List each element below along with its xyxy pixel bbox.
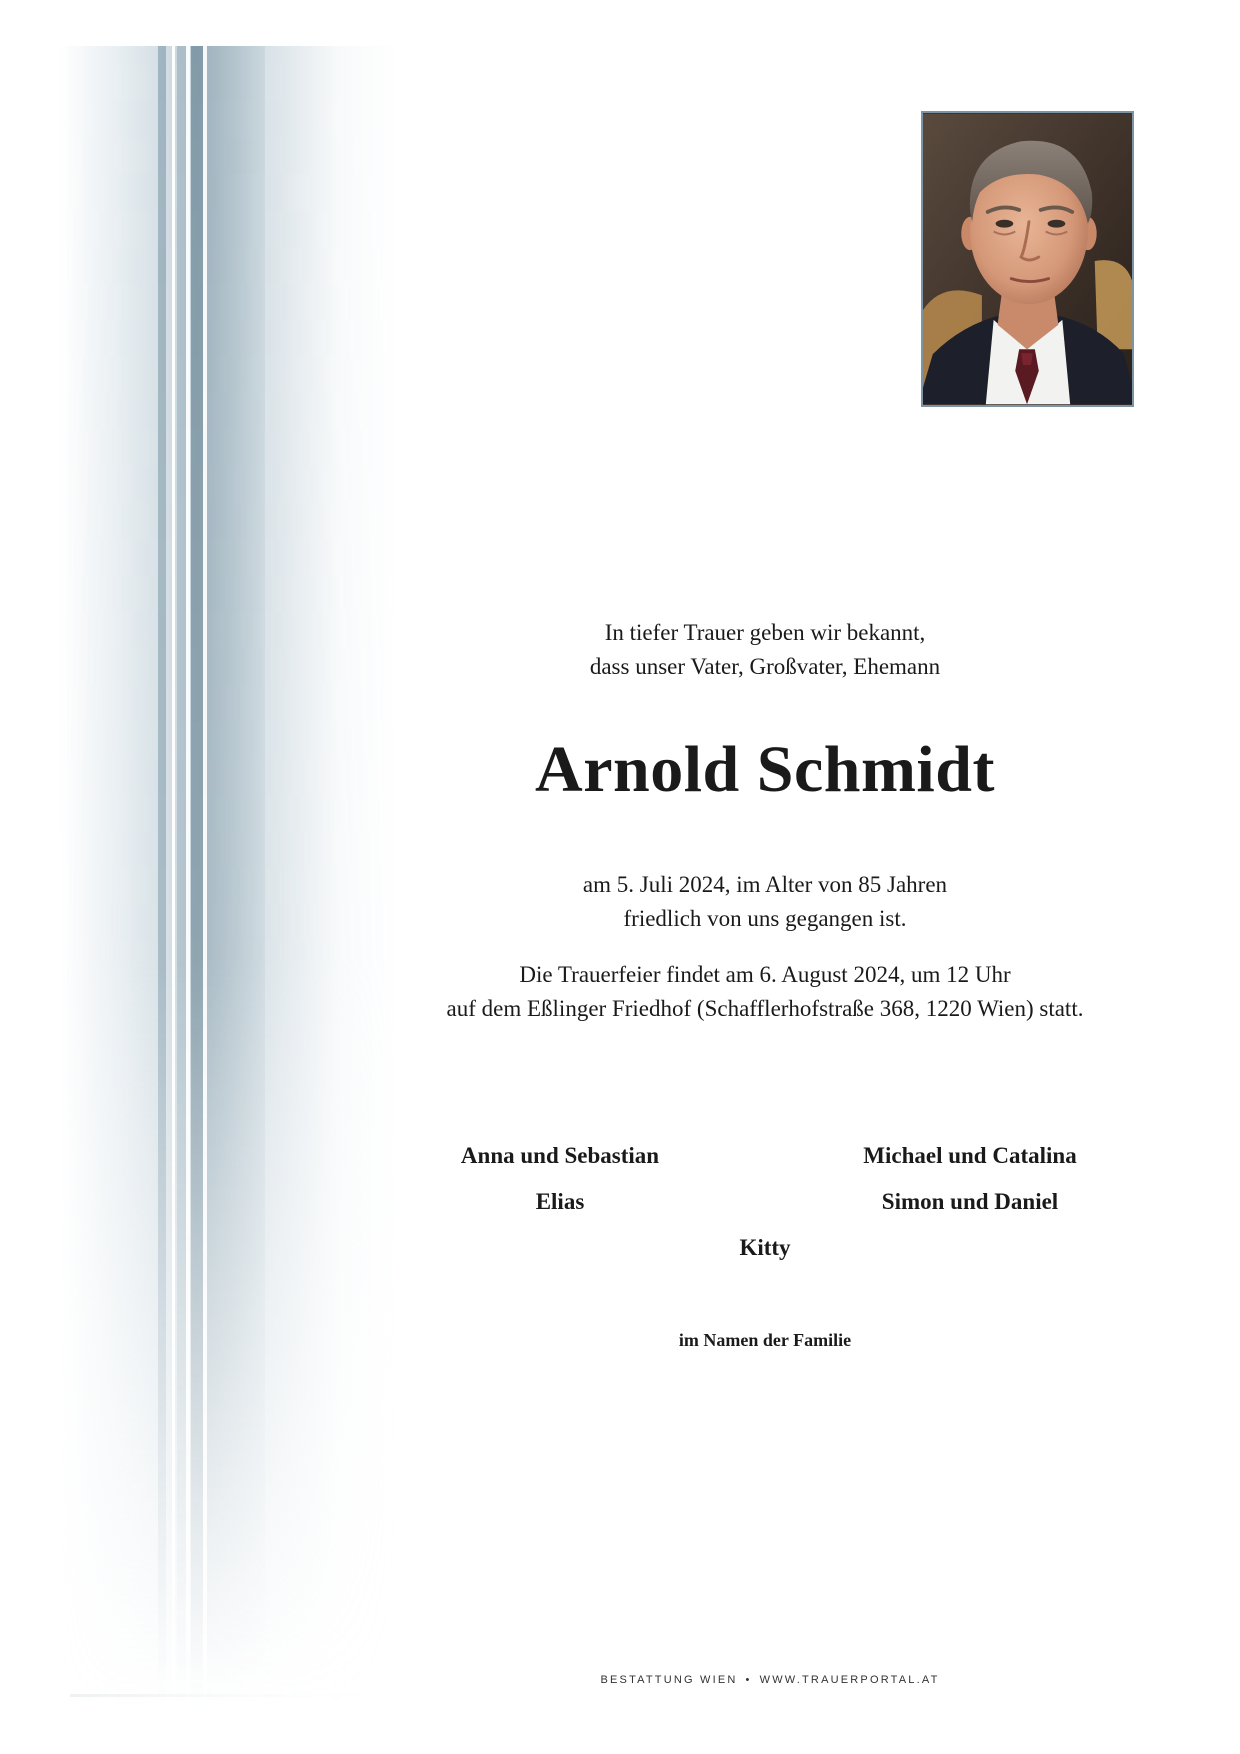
band-stripe [191,46,203,1706]
mourner-name: Michael und Catalina [863,1143,1077,1168]
band-stripe [158,46,166,1706]
footer-website: WWW.TRAUERPORTAL.AT [759,1674,940,1686]
death-line: friedlich von uns gegangen ist. [623,906,907,931]
portrait-illustration [923,113,1132,405]
band-stripe [207,46,265,1706]
intro-line: In tiefer Trauer geben wir bekannt, [604,620,926,645]
decorative-stripe-band [60,46,400,1706]
intro-line: dass unser Vater, Großvater, Ehemann [589,654,941,679]
mourner-name: Elias [535,1189,585,1214]
footer [500,1674,1040,1686]
deceased-name: Arnold Schmidt [535,733,995,806]
intro-text [400,616,1130,684]
mourner-name: Kitty [739,1235,791,1260]
band-stripe [172,46,175,1706]
ceremony-line: auf dem Eßlinger Friedhof (Schafflerhofstraße 368, 1220 Wien) statt. [446,996,1084,1021]
band-stripe [186,46,190,1706]
mourner-name: Simon und Daniel [881,1189,1059,1214]
footer-company: BESTATTUNG WIEN [600,1674,738,1686]
death-info [400,868,1130,936]
portrait-photo [921,111,1134,407]
footer-separator: • [745,1674,752,1686]
family-signoff: im Namen der Familie [678,1330,852,1350]
band-stripe [177,46,186,1706]
band-base-line [70,1694,370,1697]
ceremony-line: Die Trauerfeier findet am 6. August 2024, um 12 Uhr [519,962,1011,987]
ceremony-info [400,958,1130,1026]
mourner-name: Anna und Sebastian [460,1143,660,1168]
death-line: am 5. Juli 2024, im Alter von 85 Jahren [582,872,948,897]
